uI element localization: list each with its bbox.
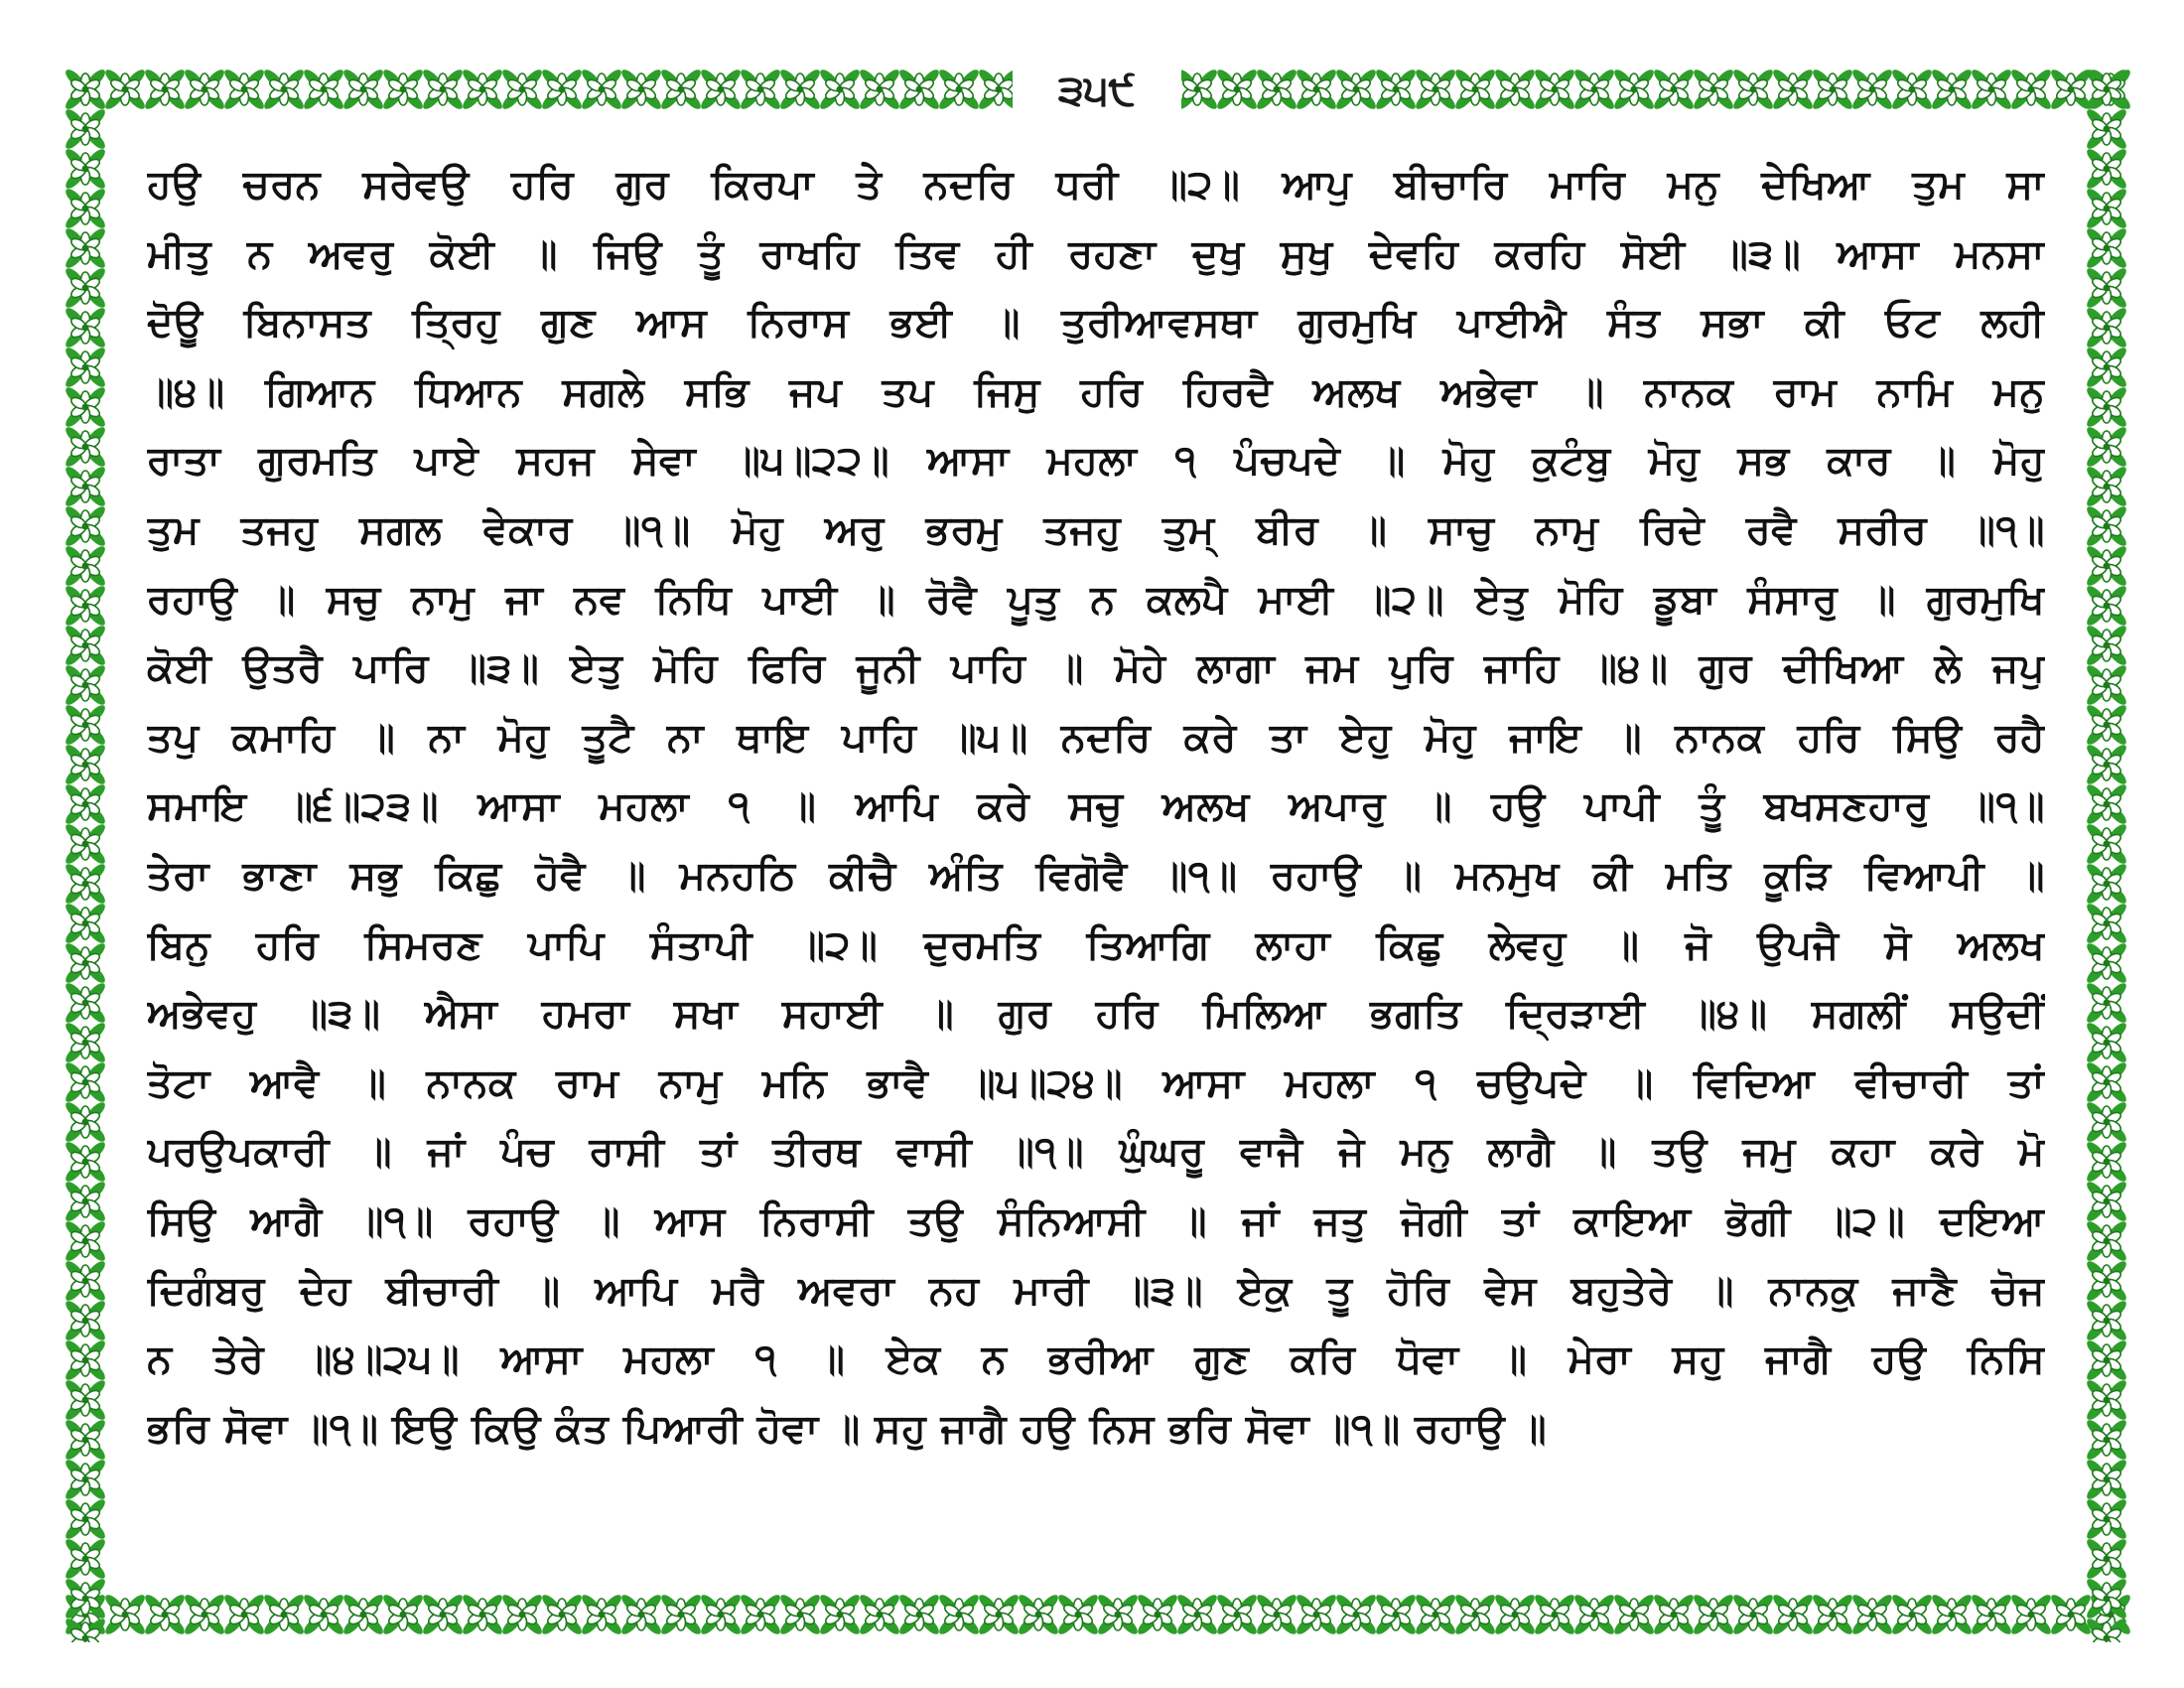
flower-icon — [1929, 1592, 1974, 1636]
flower-icon — [63, 1099, 107, 1144]
flower-icon — [1969, 1592, 2013, 1636]
flower-icon — [1492, 67, 1537, 111]
flower-icon — [1254, 1592, 1298, 1636]
flower-icon — [2084, 623, 2128, 667]
text-line: ਬਿਨੁ ਹਰਿ ਸਿਮਰਣ ਪਾਪਿ ਸੰਤਾਪੀ ॥੨॥ ਦੁਰਮਤਿ ਤਿਆਗਿ ਲਾਹਾ ਕਿਛੁ ਲੇਵਹੁ ॥ ਜੋ ਉਪਜੈ ਸੋ ਅਲਖ — [147, 921, 2045, 968]
flower-icon — [539, 1592, 584, 1636]
flower-icon — [2084, 980, 2128, 1025]
text-line: ਦੋਊ ਬਿਨਾਸਤ ਤ੍ਰਿਹੁ ਗੁਣ ਆਸ ਨਿਰਾਸ ਭਈ ॥ ਤੁਰੀਆਵਸਥਾ ਗੁਰਮੁਖਿ ਪਾਈਐ ਸੰਤ ਸਭਾ ਕੀ ਓਟ ਲਹੀ — [147, 300, 2045, 347]
flower-icon — [2084, 225, 2128, 270]
flower-icon — [2084, 1377, 2128, 1422]
flower-icon — [63, 1298, 107, 1342]
flower-icon — [1770, 67, 1815, 111]
flower-icon — [1373, 67, 1418, 111]
flower-icon — [341, 1592, 385, 1636]
flower-icon — [936, 1592, 981, 1636]
flower-icon — [1294, 67, 1338, 111]
text-line: ਪਰਉਪਕਾਰੀ ॥ ਜਾਂ ਪੰਚ ਰਾਸੀ ਤਾਂ ਤੀਰਥ ਵਾਸੀ ॥੧॥ ਘੁੰਘਰੂ ਵਾਜੈ ਜੇ ਮਨੁ ਲਾਗੈ ॥ ਤਉ ਜਮੁ ਕਹਾ ਕਰੇ ਮੋ — [147, 1129, 2045, 1176]
floral-border-bottom — [58, 1587, 2134, 1642]
flower-icon — [1810, 67, 1854, 111]
flower-icon — [1174, 1592, 1219, 1636]
text-line: ਦਿਗੰਬਰੁ ਦੇਹ ਬੀਚਾਰੀ ॥ ਆਪਿ ਮਰੈ ਅਵਰਾ ਨਹ ਮਾਰੀ ॥੩॥ ਏਕੁ ਤੂ ਹੋਰਿ ਵੇਸ ਬਹੁਤੇਰੇ ॥ ਨਾਨਕੁ ਜਾਣੈ ਚੋਜ — [147, 1267, 2045, 1314]
flower-icon — [2084, 265, 2128, 310]
flower-icon — [1691, 1592, 1735, 1636]
flower-icon — [2008, 1592, 2053, 1636]
flower-icon — [63, 424, 107, 469]
flower-icon — [1611, 67, 1656, 111]
flower-icon — [698, 1592, 743, 1636]
flower-icon — [63, 106, 107, 151]
flower-icon — [2084, 503, 2128, 548]
flower-icon — [817, 67, 862, 111]
flower-icon — [2084, 781, 2128, 826]
text-line: ਭਰਿ ਸੋਵਾ ॥੧॥ ਇਉ ਕਿਉ ਕੰਤ ਪਿਆਰੀ ਹੋਵਾ ॥ ਸਹੁ ਜਾਗੈ ਹਉ ਨਿਸ ਭਰਿ ਸੋਵਾ ॥੧॥ ਰਹਾਉ ॥ — [147, 1405, 1548, 1452]
flower-icon — [63, 781, 107, 826]
flower-icon — [658, 1592, 703, 1636]
scripture-text — [147, 151, 2045, 1464]
page-number: ੩੫੯ — [1057, 66, 1137, 114]
flower-icon — [2084, 1536, 2128, 1581]
flower-icon — [1214, 67, 1259, 111]
flower-icon — [63, 861, 107, 906]
flower-icon — [2084, 464, 2128, 508]
flower-icon — [1571, 67, 1616, 111]
flower-icon — [341, 67, 385, 111]
flower-icon — [777, 67, 822, 111]
flower-icon — [2008, 67, 2053, 111]
flower-icon — [579, 1592, 623, 1636]
flower-icon — [2084, 186, 2128, 230]
text-line: ਰਾਤਾ ਗੁਰਮਤਿ ਪਾਏ ਸਹਜ ਸੇਵਾ ॥੫॥੨੨॥ ਆਸਾ ਮਹਲਾ ੧ ਪੰਚਪਦੇ ॥ ਮੋਹੁ ਕੁਟੰਬੁ ਮੋਹੁ ਸਭ ਕਾਰ ॥ ਮੋਹੁ — [147, 438, 2045, 485]
text-line: ਹਉ ਚਰਨ ਸਰੇਵਉ ਹਰਿ ਗੁਰ ਕਿਰਪਾ ਤੇ ਨਦਰਿ ਧਰੀ ॥੨॥ ਆਪੁ ਬੀਚਾਰਿ ਮਾਰਿ ਮਨੁ ਦੇਖਿਆ ਤੁਮ ਸਾ — [147, 162, 2045, 208]
flower-icon — [2084, 305, 2128, 350]
flower-icon — [2084, 821, 2128, 866]
flower-icon — [2084, 1337, 2128, 1382]
flower-icon — [658, 67, 703, 111]
text-line: ਰਹਾਉ ॥ ਸਚੁ ਨਾਮੁ ਜਾ ਨਵ ਨਿਧਿ ਪਾਈ ॥ ਰੋਵੈ ਪੂਤੁ ਨ ਕਲਪੈ ਮਾਈ ॥੨॥ ਏਤੁ ਮੋਹਿ ਡੂਬਾ ਸੰਸਾਰੁ ॥ ਗੁਰਮੁਖਿ — [147, 576, 2045, 623]
text-line: ਤੋਟਾ ਆਵੈ ॥ ਨਾਨਕ ਰਾਮ ਨਾਮੁ ਮਨਿ ਭਾਵੈ ॥੫॥੨੪॥ ਆਸਾ ਮਹਲਾ ੧ ਚਉਪਦੇ ॥ ਵਿਦਿਆ ਵੀਚਾਰੀ ਤਾਂ — [147, 1059, 2045, 1106]
flower-icon — [896, 1592, 941, 1636]
flower-icon — [2084, 1496, 2128, 1541]
flower-icon — [499, 67, 544, 111]
flower-icon — [420, 67, 465, 111]
flower-icon — [499, 1592, 544, 1636]
flower-icon — [63, 742, 107, 786]
flower-icon — [301, 67, 345, 111]
flower-icon — [2084, 345, 2128, 389]
flower-icon — [1413, 67, 1457, 111]
flower-icon — [2084, 1616, 2128, 1642]
flower-icon — [2084, 702, 2128, 747]
flower-icon — [936, 67, 981, 111]
flower-icon — [1730, 67, 1775, 111]
flower-icon — [63, 1179, 107, 1223]
flower-icon — [1373, 1592, 1418, 1636]
flower-icon — [738, 1592, 782, 1636]
flower-icon — [2084, 67, 2128, 111]
flower-icon — [460, 1592, 504, 1636]
flower-icon — [2084, 384, 2128, 429]
flower-icon — [817, 1592, 862, 1636]
flower-icon — [63, 384, 107, 429]
flower-icon — [63, 1059, 107, 1104]
flower-icon — [63, 1218, 107, 1263]
flower-icon — [1730, 1592, 1775, 1636]
flower-icon — [1016, 1592, 1060, 1636]
flower-icon-row-bottom — [58, 1587, 2134, 1642]
flower-icon — [2084, 583, 2128, 628]
floral-border-left — [58, 62, 113, 1642]
flower-icon — [1532, 67, 1576, 111]
flower-icon — [2084, 940, 2128, 985]
text-line: ਅਭੇਵਹੁ ॥੩॥ ਐਸਾ ਹਮਰਾ ਸਖਾ ਸਹਾਈ ॥ ਗੁਰ ਹਰਿ ਮਿਲਿਆ ਭਗਤਿ ਦ੍ਰਿੜਾਈ ॥੪॥ ਸਗਲੀਂ ਸਉਦੀਂ — [147, 991, 2045, 1038]
flower-icon — [777, 1592, 822, 1636]
flower-icon — [63, 821, 107, 866]
flower-icon — [1333, 67, 1378, 111]
flower-icon — [1849, 1592, 1894, 1636]
flower-icon — [63, 702, 107, 747]
text-line: ॥੪॥ ਗਿਆਨ ਧਿਆਨ ਸਗਲੇ ਸਭਿ ਜਪ ਤਪ ਜਿਸੁ ਹਰਿ ਹਿਰਦੈ ਅਲਖ ਅਭੇਵਾ ॥ ਨਾਨਕ ਰਾਮ ਨਾਮਿ ਮਨੁ — [147, 368, 2045, 415]
flower-icon — [63, 345, 107, 389]
flower-icon — [1849, 67, 1894, 111]
text-line: ਤਪੁ ਕਮਾਹਿ ॥ ਨਾ ਮੋਹੁ ਤੂਟੈ ਨਾ ਥਾਇ ਪਾਹਿ ॥੫॥ ਨਦਰਿ ਕਰੇ ਤਾ ਏਹੁ ਮੋਹੁ ਜਾਇ ॥ ਨਾਨਕ ਹਰਿ ਸਿਉ ਰਹੈ — [147, 714, 2045, 761]
flower-icon — [2084, 1020, 2128, 1064]
flower-icon — [1611, 1592, 1656, 1636]
flower-icon — [63, 146, 107, 191]
flower-icon — [1095, 1592, 1140, 1636]
flower-icon — [142, 1592, 187, 1636]
flower-icon — [182, 67, 226, 111]
flower-icon-column-left — [58, 62, 113, 1642]
flower-icon — [63, 1020, 107, 1064]
flower-icon — [1452, 67, 1497, 111]
flower-icon — [2084, 861, 2128, 906]
flower-icon — [1532, 1592, 1576, 1636]
flower-icon — [2084, 1139, 2128, 1184]
flower-icon — [2084, 1298, 2128, 1342]
flower-icon — [1651, 67, 1696, 111]
flower-icon — [738, 67, 782, 111]
flower-icon — [261, 1592, 306, 1636]
flower-icon — [63, 464, 107, 508]
flower-icon — [2084, 1417, 2128, 1462]
floral-border-right — [2079, 62, 2134, 1642]
flower-icon — [2084, 1099, 2128, 1144]
flower-icon — [2084, 742, 2128, 786]
flower-icon — [63, 583, 107, 628]
flower-icon — [2084, 543, 2128, 588]
flower-icon — [301, 1592, 345, 1636]
flower-icon — [63, 305, 107, 350]
flower-icon — [63, 1377, 107, 1422]
flower-icon — [221, 1592, 266, 1636]
flower-icon — [63, 1139, 107, 1184]
flower-icon — [1135, 1592, 1179, 1636]
text-line: ਤੇਰਾ ਭਾਣਾ ਸਭੁ ਕਿਛੁ ਹੋਵੈ ॥ ਮਨਹਠਿ ਕੀਚੈ ਅੰਤਿ ਵਿਗੋਵੈ ॥੧॥ ਰਹਾਉ ॥ ਮਨਮੁਖ ਕੀ ਮਤਿ ਕੂੜਿ ਵਿਆਪੀ ॥ — [147, 852, 2045, 899]
flower-icon — [1452, 1592, 1497, 1636]
flower-icon — [857, 67, 901, 111]
flower-icon — [1691, 67, 1735, 111]
flower-icon-column-right — [2079, 62, 2134, 1642]
flower-icon — [1254, 67, 1298, 111]
flower-icon — [63, 543, 107, 588]
flower-icon — [2084, 1576, 2128, 1620]
flower-icon — [221, 67, 266, 111]
text-line: ਤੁਮ ਤਜਹੁ ਸਗਲ ਵੇਕਾਰ ॥੧॥ ਮੋਹੁ ਅਰੁ ਭਰਮੁ ਤਜਹੁ ਤੁਮ੍ ਬੀਰ ॥ ਸਾਚੁ ਨਾਮੁ ਰਿਦੇ ਰਵੈ ਸਰੀਰ ॥੧॥ — [147, 506, 2045, 553]
flower-icon — [63, 623, 107, 667]
flower-icon — [63, 67, 107, 111]
flower-icon — [63, 980, 107, 1025]
flower-icon — [63, 1457, 107, 1501]
text-line: ਕੋਈ ਉਤਰੈ ਪਾਰਿ ॥੩॥ ਏਤੁ ਮੋਹਿ ਫਿਰਿ ਜੂਨੀ ਪਾਹਿ ॥ ਮੋਹੇ ਲਾਗਾ ਜਮ ਪੁਰਿ ਜਾਹਿ ॥੪॥ ਗੁਰ ਦੀਖਿਆ ਲੇ ਜਪੁ — [147, 645, 2045, 692]
flower-icon — [2084, 424, 2128, 469]
flower-icon — [63, 1417, 107, 1462]
flower-icon — [63, 1496, 107, 1541]
flower-icon — [63, 186, 107, 230]
flower-icon — [380, 67, 425, 111]
flower-icon — [1889, 1592, 1934, 1636]
flower-icon — [1492, 1592, 1537, 1636]
flower-icon — [896, 67, 941, 111]
flower-icon — [63, 662, 107, 707]
flower-icon — [2084, 1179, 2128, 1223]
flower-icon — [2084, 662, 2128, 707]
flower-icon — [2084, 1457, 2128, 1501]
flower-icon — [2084, 901, 2128, 945]
flower-icon — [63, 225, 107, 270]
flower-icon — [63, 1576, 107, 1620]
flower-icon — [380, 1592, 425, 1636]
flower-icon — [1174, 67, 1219, 111]
flower-icon — [63, 940, 107, 985]
flower-icon — [1055, 1592, 1100, 1636]
flower-icon — [460, 67, 504, 111]
flower-icon — [1810, 1592, 1854, 1636]
text-line: ਮੀਤੁ ਨ ਅਵਰੁ ਕੋਈ ॥ ਜਿਉ ਤੂੰ ਰਾਖਹਿ ਤਿਵ ਹੀ ਰਹਣਾ ਦੁਖੁ ਸੁਖੁ ਦੇਵਹਿ ਕਰਹਿ ਸੋਈ ॥੩॥ ਆਸਾ ਮਨਸਾ — [147, 230, 2045, 277]
flower-icon — [539, 67, 584, 111]
flower-icon — [63, 901, 107, 945]
flower-icon — [261, 67, 306, 111]
flower-icon — [1969, 67, 2013, 111]
flower-icon — [63, 1616, 107, 1642]
text-line: ਸਿਉ ਆਗੈ ॥੧॥ ਰਹਾਉ ॥ ਆਸ ਨਿਰਾਸੀ ਤਉ ਸੰਨਿਆਸੀ ॥ ਜਾਂ ਜਤੁ ਜੋਗੀ ਤਾਂ ਕਾਇਆ ਭੋਗੀ ॥੨॥ ਦਇਆ — [147, 1197, 2045, 1244]
flower-icon — [182, 1592, 226, 1636]
flower-icon — [63, 1258, 107, 1303]
flower-icon — [2084, 1218, 2128, 1263]
flower-icon — [2084, 1258, 2128, 1303]
flower-icon — [63, 1536, 107, 1581]
flower-icon — [618, 1592, 663, 1636]
flower-icon — [579, 67, 623, 111]
flower-icon — [63, 265, 107, 310]
flower-icon — [1333, 1592, 1378, 1636]
flower-icon — [2084, 1059, 2128, 1104]
flower-icon — [618, 67, 663, 111]
flower-icon — [2084, 106, 2128, 151]
flower-icon — [1889, 67, 1934, 111]
flower-icon — [976, 1592, 1021, 1636]
flower-icon — [142, 67, 187, 111]
flower-icon — [1651, 1592, 1696, 1636]
flower-icon — [1571, 1592, 1616, 1636]
flower-icon — [1413, 1592, 1457, 1636]
flower-icon — [1929, 67, 1974, 111]
flower-icon — [1294, 1592, 1338, 1636]
flower-icon — [420, 1592, 465, 1636]
flower-icon — [63, 503, 107, 548]
text-line: ਨ ਤੇਰੇ ॥੪॥੨੫॥ ਆਸਾ ਮਹਲਾ ੧ ॥ ਏਕ ਨ ਭਰੀਆ ਗੁਣ ਕਰਿ ਧੋਵਾ ॥ ਮੇਰਾ ਸਹੁ ਜਾਗੈ ਹਉ ਨਿਸਿ — [147, 1336, 2045, 1383]
flower-icon — [1770, 1592, 1815, 1636]
flower-icon — [2084, 146, 2128, 191]
flower-icon — [857, 1592, 901, 1636]
flower-icon — [1214, 1592, 1259, 1636]
flower-icon — [63, 1337, 107, 1382]
flower-icon — [698, 67, 743, 111]
text-line: ਸਮਾਇ ॥੬॥੨੩॥ ਆਸਾ ਮਹਲਾ ੧ ॥ ਆਪਿ ਕਰੇ ਸਚੁ ਅਲਖ ਅਪਾਰੁ ॥ ਹਉ ਪਾਪੀ ਤੂੰ ਬਖਸਣਹਾਰੁ ॥੧॥ — [147, 783, 2045, 830]
